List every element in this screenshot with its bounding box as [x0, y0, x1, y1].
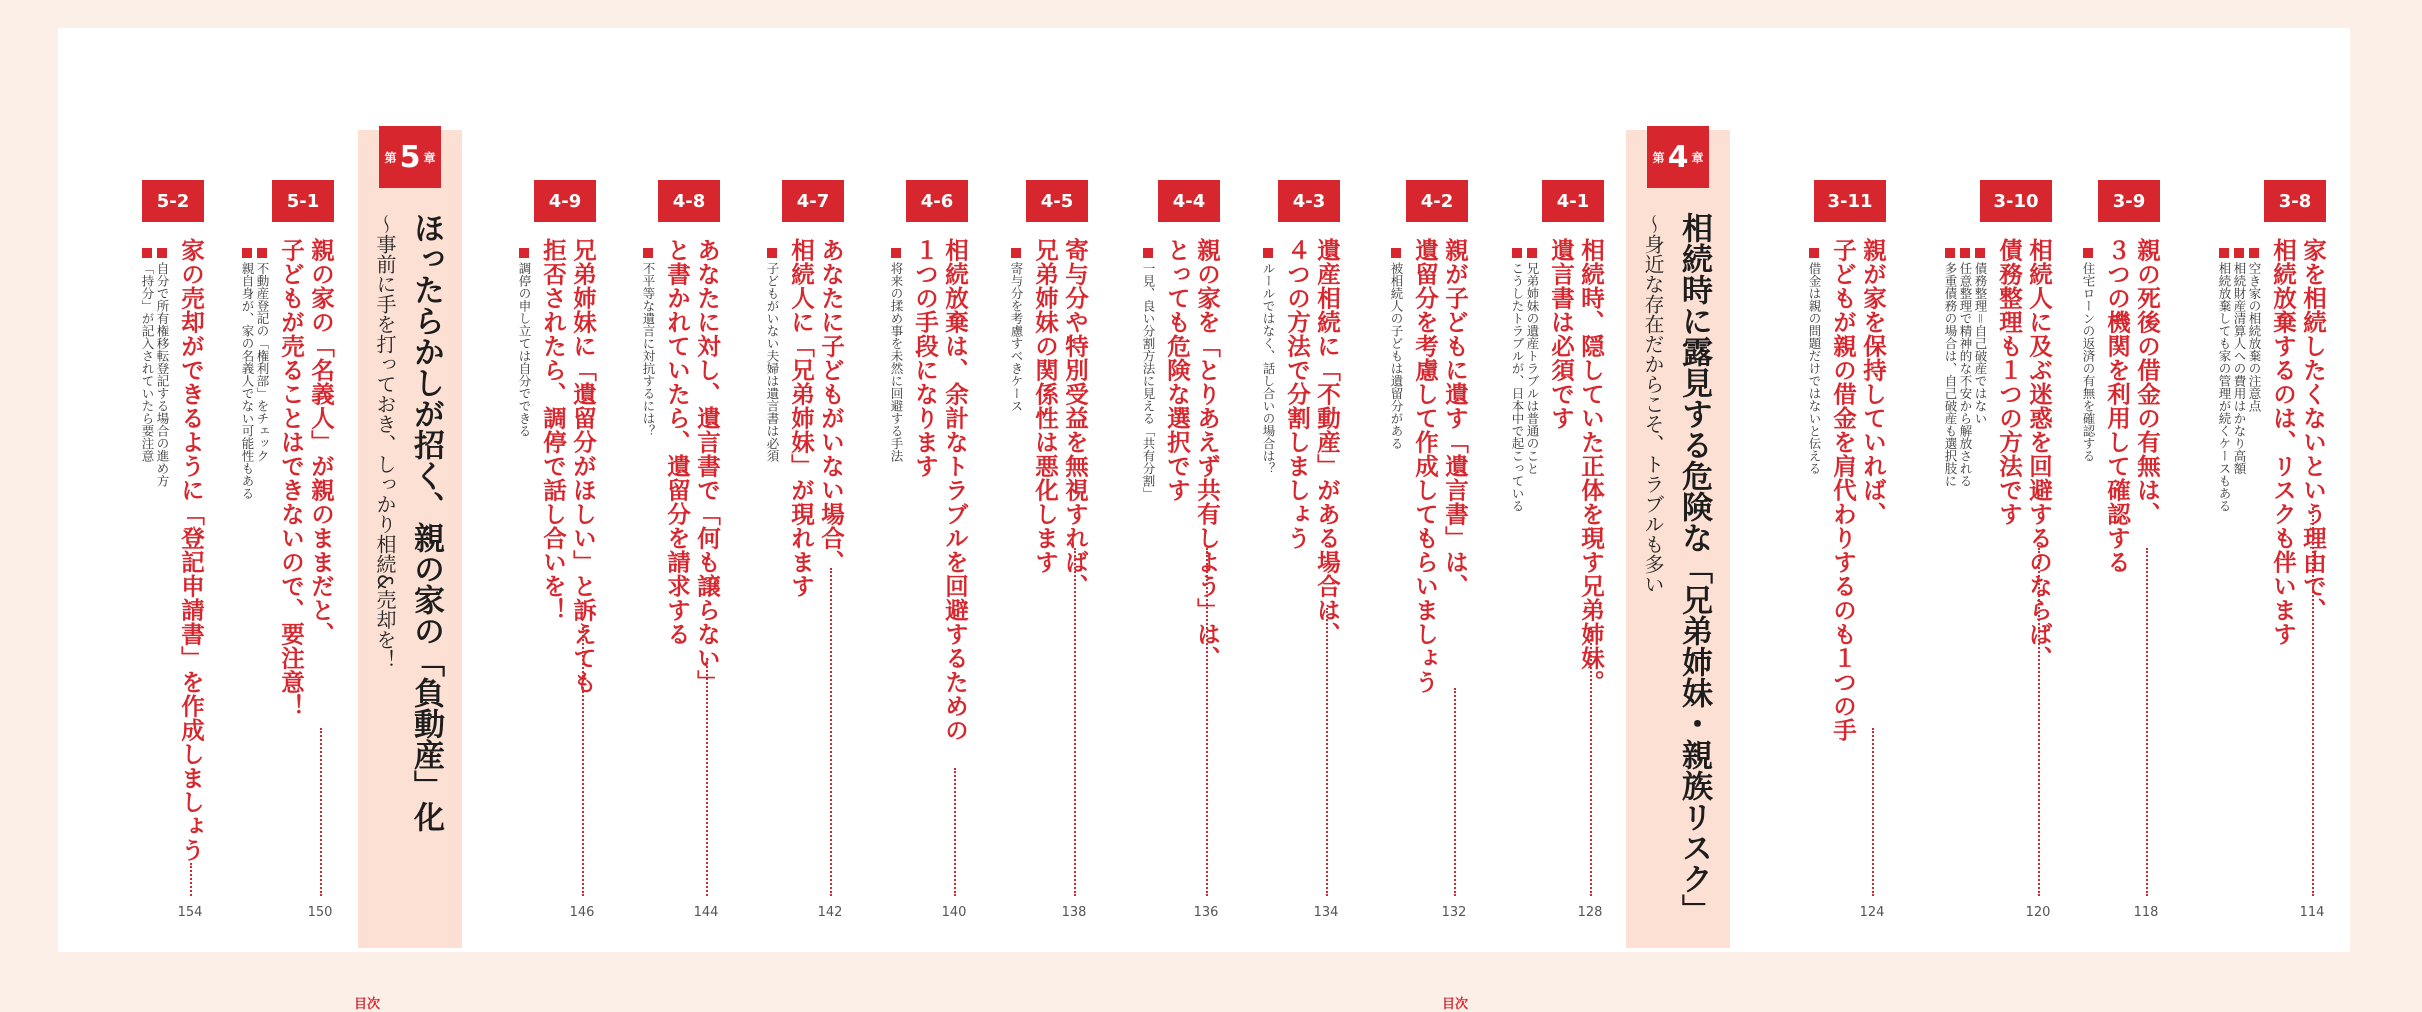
- dotted-leader: [1206, 548, 1208, 896]
- entry-number-badge: 5-2: [142, 180, 204, 222]
- entry-notes: [1943, 248, 1988, 487]
- bullet-square-icon: [1809, 248, 1819, 258]
- entry-note-text: 多重債務の場合は、自己破産も選択肢に: [1943, 262, 1958, 487]
- dotted-leader: [2312, 508, 2314, 896]
- bullet-square-icon: [2219, 248, 2229, 258]
- toc-entry[interactable]: [889, 28, 1016, 952]
- entry-notes: [2217, 248, 2262, 512]
- footer-label-left: 目次: [354, 997, 381, 1012]
- toc-entry[interactable]: [1261, 28, 1388, 952]
- toc-entry[interactable]: [240, 28, 382, 952]
- entry-note: [140, 248, 155, 487]
- toc-entry[interactable]: [641, 28, 768, 952]
- entry-title[interactable]: [1282, 238, 1342, 646]
- entry-title-line: ４つの方法で分割しましょう: [1283, 238, 1311, 550]
- entry-title-line: 兄弟姉妹の関係性は悪化します: [1031, 238, 1059, 574]
- entry-title-line: 親の家の「名義人」が親のままだと、: [307, 238, 335, 646]
- toc-entry[interactable]: [765, 28, 892, 952]
- entry-title-line: 親の死後の借金の有無は、: [2133, 238, 2161, 526]
- entry-number-badge: 4-5: [1026, 180, 1088, 222]
- entry-number-badge: 3-9: [2098, 180, 2160, 222]
- chapter-4-title[interactable]: 相続時に露見する危険な「兄弟姉妹・親族リスク」: [1676, 212, 1712, 925]
- entry-note-text: 相続財産清算人への費用はかなり高額: [2232, 262, 2247, 475]
- entry-note: [1389, 248, 1404, 450]
- entry-number-badge: 5-1: [272, 180, 334, 222]
- entry-notes: [1141, 248, 1156, 500]
- entry-note: [255, 248, 270, 500]
- page-number[interactable]: 128: [1577, 905, 1603, 920]
- toc-entry[interactable]: [1141, 28, 1268, 952]
- entry-title[interactable]: [910, 238, 970, 742]
- dotted-leader: [706, 658, 708, 896]
- page-number[interactable]: 150: [307, 905, 333, 920]
- bullet-square-icon: [1960, 248, 1970, 258]
- entry-note-text: 子どもがいない夫婦は遺言書は必須: [765, 262, 780, 462]
- entry-title-line: 遺産相続に「不動産」がある場合は、: [1313, 238, 1341, 646]
- toc-entry[interactable]: [517, 28, 644, 952]
- entry-number-badge: 4-3: [1278, 180, 1340, 222]
- toc-entry[interactable]: [1009, 28, 1136, 952]
- page-number[interactable]: 134: [1313, 905, 1339, 920]
- toc-entry[interactable]: [142, 28, 252, 952]
- page-number[interactable]: 114: [2299, 905, 2325, 920]
- toc-entry[interactable]: [1943, 28, 2090, 952]
- bullet-square-icon: [1527, 248, 1537, 258]
- entry-title-line: 子どもが売ることはできないので、要注意！: [277, 238, 305, 718]
- entry-title-line: 拒否されたら、調停で話し合いを！: [539, 238, 567, 622]
- entry-title[interactable]: [662, 238, 722, 694]
- entry-title-line: 債務整理も１つの方法です: [1995, 238, 2023, 526]
- entry-note-text: 一見、良い分割方法に見える「共有分割」: [1141, 262, 1156, 500]
- entry-title[interactable]: [538, 238, 598, 694]
- entry-note-text: 親自身が、家の名義人でない可能性もある: [240, 262, 255, 500]
- toc-entry[interactable]: [2217, 28, 2374, 952]
- entry-note-text: 自分で所有権移転登記する場合の進め方: [155, 262, 170, 487]
- entry-title-line: あなたに対し、遺言書で「何も譲らない」: [693, 238, 721, 694]
- entry-note: [1973, 248, 1988, 487]
- toc-entry[interactable]: [2081, 28, 2208, 952]
- toc-entry[interactable]: [1510, 28, 1652, 952]
- page-number[interactable]: 132: [1441, 905, 1467, 920]
- entry-title[interactable]: [1030, 238, 1090, 598]
- entry-note: [155, 248, 170, 487]
- entry-note: [2232, 248, 2247, 512]
- entry-notes: [140, 248, 170, 487]
- entry-note-text: 不平等な遺言に対抗するには？: [641, 262, 656, 437]
- entry-title[interactable]: [1994, 238, 2054, 670]
- entry-number-badge: 3-11: [1814, 180, 1886, 222]
- page-number[interactable]: 136: [1193, 905, 1219, 920]
- entry-title-line: 家の売却ができるように「登記申請書」を作成しましょう: [177, 238, 205, 862]
- bullet-square-icon: [1391, 248, 1401, 258]
- entry-title-line: 相続放棄するのは、リスクも伴います: [2269, 238, 2297, 646]
- bullet-square-icon: [1945, 248, 1955, 258]
- bullet-square-icon: [157, 248, 167, 258]
- entry-title-line: 相続人に及ぶ迷惑を回避するのならば、: [2025, 238, 2053, 670]
- entry-title[interactable]: [1546, 238, 1606, 694]
- dotted-leader: [582, 628, 584, 896]
- entry-title[interactable]: [2102, 238, 2162, 574]
- dotted-leader: [190, 863, 192, 896]
- entry-note-text: 借金は親の問題だけではないと伝える: [1807, 262, 1822, 475]
- entry-number-badge: 3-8: [2264, 180, 2326, 222]
- entry-note: [2217, 248, 2232, 512]
- entry-note: [517, 248, 532, 437]
- entry-title[interactable]: [1828, 238, 1888, 742]
- entry-title-line: 兄弟姉妹に「遺留分がほしい」と訴えても: [569, 238, 597, 694]
- entry-title-line: 家を相続したくないという理由で、: [2299, 238, 2327, 622]
- bullet-square-icon: [1975, 248, 1985, 258]
- entry-note-text: 被相続人の子どもは遺留分がある: [1389, 262, 1404, 450]
- entry-note-text: 債務整理＝自己破産ではない: [1973, 262, 1988, 425]
- entry-number-badge: 4-7: [782, 180, 844, 222]
- bullet-square-icon: [2234, 248, 2244, 258]
- entry-notes: [1807, 248, 1822, 475]
- dotted-leader: [954, 768, 956, 896]
- entry-note: [2247, 248, 2262, 512]
- entry-note-text: 将来の揉め事を未然に回避する手法: [889, 262, 904, 462]
- entry-note-text: 相続放棄しても家の管理が続くケースもある: [2217, 262, 2232, 512]
- dotted-leader: [1074, 548, 1076, 896]
- entry-notes: [1389, 248, 1404, 450]
- entry-note: [1525, 248, 1540, 512]
- bullet-square-icon: [519, 248, 529, 258]
- entry-number-badge: 4-9: [534, 180, 596, 222]
- chapter-5-badge[interactable]: 第 5 章: [379, 126, 441, 188]
- entry-note-text: ルールではなく、話し合いの場合は？: [1261, 262, 1276, 475]
- entry-title[interactable]: [1162, 238, 1222, 670]
- entry-title[interactable]: [176, 238, 206, 862]
- dotted-leader: [1326, 608, 1328, 896]
- entry-title-line: １つの手段になります: [911, 238, 939, 478]
- dotted-leader: [830, 568, 832, 896]
- chapter-5-number: 5: [399, 139, 421, 175]
- entry-note-text: 住宅ローンの返済の有無を確認する: [2081, 262, 2096, 462]
- entry-title-line: 親が子どもに遺す「遺言書」は、: [1441, 238, 1469, 598]
- entry-title[interactable]: [786, 238, 846, 598]
- page-number[interactable]: 144: [693, 905, 719, 920]
- entry-number-badge: 4-1: [1542, 180, 1604, 222]
- entry-note-text: 空き家の相続放棄の注意点: [2247, 262, 2262, 412]
- page-number[interactable]: 142: [817, 905, 843, 920]
- entry-number-badge: 3-10: [1980, 180, 2052, 222]
- bullet-square-icon: [257, 248, 267, 258]
- chapter-4-badge[interactable]: 第 4 章: [1647, 126, 1709, 188]
- dotted-leader: [1872, 728, 1874, 896]
- footer-label-right: 目次: [1442, 997, 1469, 1012]
- page-number[interactable]: 138: [1061, 905, 1087, 920]
- toc-entry[interactable]: [1807, 28, 1924, 952]
- entry-note-text: 任意整理で精神的な不安から解放される: [1958, 262, 1973, 487]
- dotted-leader: [2038, 548, 2040, 896]
- chapter-4-number: 4: [1667, 139, 1689, 175]
- page-number[interactable]: 154: [177, 905, 203, 920]
- table-of-contents-page: [58, 28, 2350, 1012]
- entry-title-line: 遺留分を考慮して作成してもらいましょう: [1411, 238, 1439, 694]
- chapter-4-subtitle: 〜身近な存在だからこそ、トラブルも多い: [1641, 214, 1665, 594]
- bullet-square-icon: [142, 248, 152, 258]
- page-number[interactable]: 140: [941, 905, 967, 920]
- chapter-5-title[interactable]: ほったらかしが招く、親の家の「負動産」化: [408, 212, 444, 832]
- page-number[interactable]: 124: [1859, 905, 1885, 920]
- entry-title-line: 相続人に「兄弟姉妹」が現れます: [787, 238, 815, 598]
- bullet-square-icon: [643, 248, 653, 258]
- entry-notes: [517, 248, 532, 437]
- entry-note: [1807, 248, 1822, 475]
- entry-number-badge: 4-2: [1406, 180, 1468, 222]
- entry-note-text: こうしたトラブルが、日本中で起こっている: [1510, 262, 1525, 512]
- entry-title-line: ３つの機関を利用して確認する: [2103, 238, 2131, 574]
- entry-title[interactable]: [2268, 238, 2328, 646]
- entry-note-text: 兄弟姉妹の遺産トラブルは普通のこと: [1525, 262, 1540, 475]
- entry-title-line: 子どもが親の借金を肩代わりするのも１つの手: [1829, 238, 1857, 742]
- dotted-leader: [1454, 688, 1456, 896]
- entry-title-line: 親が家を保持していれば、: [1859, 238, 1887, 526]
- entry-number-badge: 4-8: [658, 180, 720, 222]
- entry-note-text: 不動産登記の「権利部」をチェック: [255, 262, 270, 462]
- bullet-square-icon: [891, 248, 901, 258]
- entry-note-text: 「持分」が記入されていたら要注意: [140, 262, 155, 462]
- entry-number-badge: 4-4: [1158, 180, 1220, 222]
- entry-title-line: とっても危険な選択です: [1163, 238, 1191, 502]
- entry-title-line: と書かれていたら、遺留分を請求する: [663, 238, 691, 646]
- entry-title[interactable]: [276, 238, 336, 718]
- entry-note: [1141, 248, 1156, 500]
- chapter-5-subtitle: 〜事前に手を打っておき、しっかり相続&売却を！: [373, 214, 397, 670]
- entry-number-badge: 4-6: [906, 180, 968, 222]
- entry-note: [1958, 248, 1973, 487]
- entry-note-text: 寄与分を考慮すべきケース: [1009, 262, 1024, 412]
- page-number[interactable]: 118: [2133, 905, 2159, 920]
- bullet-square-icon: [1143, 248, 1153, 258]
- dotted-leader: [1590, 628, 1592, 896]
- dotted-leader: [2146, 548, 2148, 896]
- entry-note-text: 調停の申し立ては自分でできる: [517, 262, 532, 437]
- page-number[interactable]: 146: [569, 905, 595, 920]
- entry-title-line: あなたに子どもがいない場合、: [817, 238, 845, 574]
- entry-title-line: 親の家を「とりあえず共有しよう」は、: [1193, 238, 1221, 670]
- bullet-square-icon: [767, 248, 777, 258]
- toc-entry[interactable]: [1389, 28, 1516, 952]
- entry-title-line: 相続放棄は、余計なトラブルを回避するための: [941, 238, 969, 742]
- entry-title-line: 遺言書は必須です: [1547, 238, 1575, 430]
- bullet-square-icon: [2249, 248, 2259, 258]
- dotted-leader: [320, 728, 322, 896]
- entry-title-line: 相続時、隠していた正体を現す兄弟姉妹。: [1577, 238, 1605, 694]
- entry-title[interactable]: [1410, 238, 1470, 694]
- entry-title-line: 寄与分や特別受益を無視すれば、: [1061, 238, 1089, 598]
- page-number[interactable]: 120: [2025, 905, 2051, 920]
- entry-note: [1943, 248, 1958, 487]
